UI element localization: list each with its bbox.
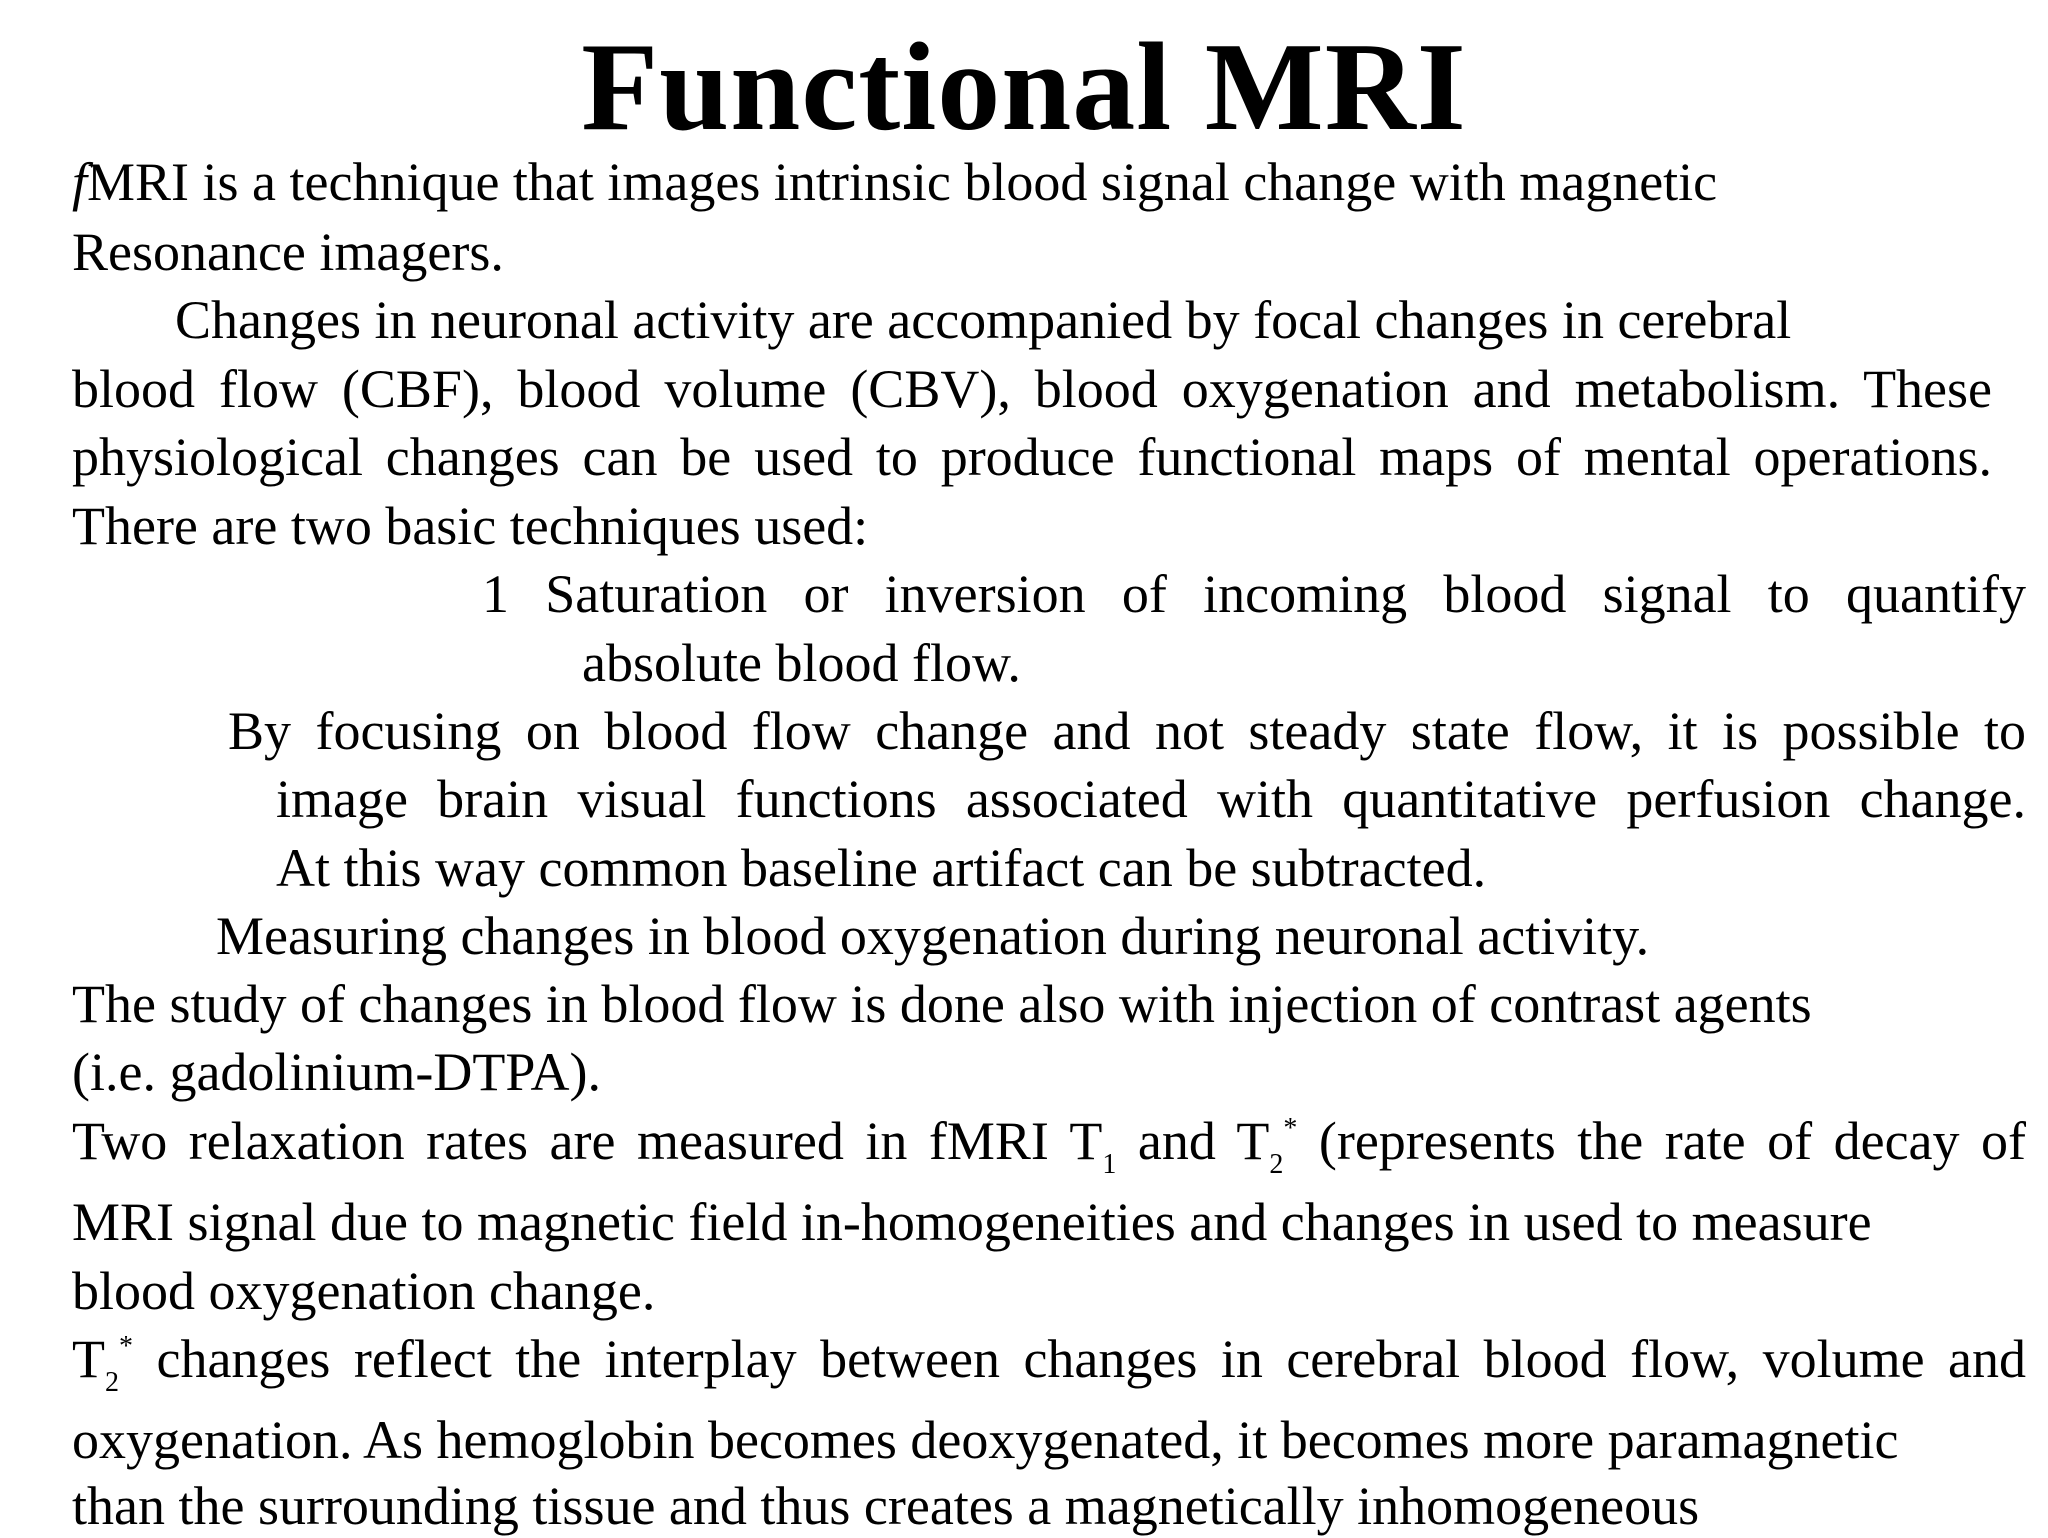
slide-title: Functional MRI [581,18,1467,157]
paragraph-line-1 [72,150,1717,214]
paragraph-line-16: MRI signal due to magnetic field in-homogeneities and changes in used to measure [72,1192,1872,1252]
line-18-part-a: T [72,1329,105,1389]
paragraph-line-9: By focusing on blood flow change and not steady state flow, it is possible to [228,701,2026,761]
list-item-2: Measuring changes in blood oxygenation during neuronal activity. [216,906,1650,966]
t1-subscript: 1 [1102,1149,1117,1180]
paragraph-line-13: The study of changes in blood flow is done also with injection of contrast agents [72,974,1812,1034]
paragraph-line-15 [72,1109,2026,1180]
paragraph-line-18 [72,1327,2026,1398]
paragraph-line-4: blood flow (CBF), blood volume (CBV), blood oxygenation and metabolism. These [72,359,1992,419]
paragraph-line-19: oxygenation. As hemoglobin becomes deoxygenated, it becomes more paramagnetic [72,1410,1899,1470]
line-1-text: MRI is a technique that images intrinsic blood signal change with magnetic [87,152,1718,212]
line-15-part-b: and T [1116,1111,1270,1171]
list-item-1-line-1: 1 Saturation or inversion of incoming blood signal to quantify [482,564,2026,624]
paragraph-line-10: image brain visual functions associated with quantitative perfusion change. [276,769,2026,829]
paragraph-line-20: than the surrounding tissue and thus creates a magnetically inhomogeneous [72,1476,1700,1536]
paragraph-line-17: blood oxygenation change. [72,1261,656,1321]
t2-star-superscript-2: * [119,1331,133,1362]
paragraph-line-14: (i.e. gadolinium-DTPA). [72,1042,601,1102]
t2-subscript: 2 [1269,1149,1284,1180]
paragraph-line-6: There are two basic techniques used: [72,496,869,556]
paragraph-line-2: Resonance imagers. [72,222,504,282]
t2-star-superscript: * [1283,1113,1298,1144]
t2-subscript-2: 2 [105,1367,119,1398]
paragraph-line-3: Changes in neuronal activity are accompanied by focal changes in cerebral [175,290,1792,350]
paragraph-line-5: physiological changes can be used to produce functional maps of mental operations. [72,427,1992,487]
paragraph-line-11: At this way common baseline artifact can be subtracted. [276,838,1487,898]
list-item-1-line-2: absolute blood flow. [582,633,1021,693]
line-18-part-b: changes reflect the interplay between changes in cerebral blood flow, volume and [133,1329,2026,1389]
line-15-part-c: (represents the rate of decay of [1297,1111,2026,1171]
italic-f: f [72,152,88,212]
line-15-part-a: Two relaxation rates are measured in fMRI T [72,1111,1103,1171]
